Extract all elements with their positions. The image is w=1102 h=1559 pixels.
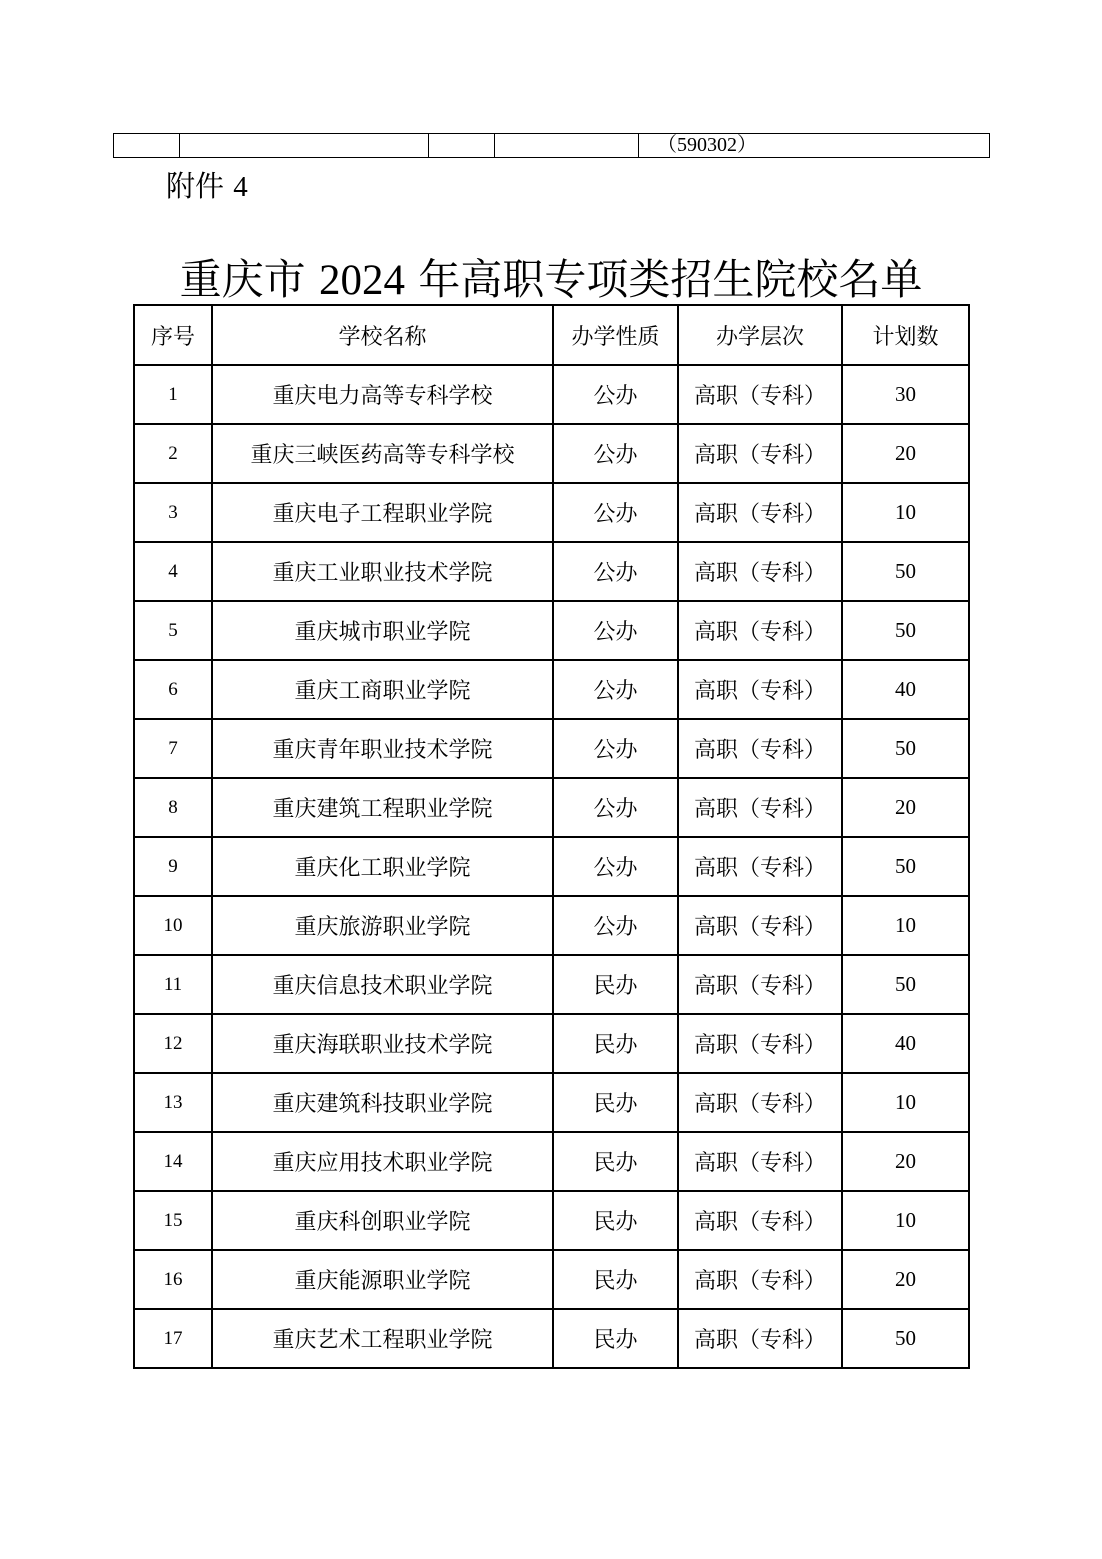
school-level-cell: 高职（专科） <box>678 424 842 483</box>
table-cell <box>429 134 495 158</box>
table-cell <box>180 134 429 158</box>
school-level-cell: 高职（专科） <box>678 601 842 660</box>
school-name-cell: 重庆工商职业学院 <box>212 660 553 719</box>
table-row <box>134 601 969 660</box>
serial-number-cell: 4 <box>134 542 212 601</box>
school-type-cell: 公办 <box>553 660 678 719</box>
attachment-prefix: 附件 <box>166 169 225 203</box>
table-row <box>134 1073 969 1132</box>
school-name-cell: 重庆应用技术职业学院 <box>212 1132 553 1191</box>
school-level-cell: 高职（专科） <box>678 837 842 896</box>
serial-number-cell: 12 <box>134 1014 212 1073</box>
serial-number-cell: 6 <box>134 660 212 719</box>
school-level-cell: 高职（专科） <box>678 1191 842 1250</box>
school-type-cell: 公办 <box>553 778 678 837</box>
serial-number-cell: 17 <box>134 1309 212 1368</box>
plan-count-cell: 10 <box>842 483 969 542</box>
school-level-cell: 高职（专科） <box>678 719 842 778</box>
serial-number-cell: 15 <box>134 1191 212 1250</box>
serial-number-cell: 3 <box>134 483 212 542</box>
title-part2: 年高职专项类招生院校名单 <box>418 255 923 304</box>
school-name-cell: 重庆建筑科技职业学院 <box>212 1073 553 1132</box>
school-name-cell: 重庆工业职业技术学院 <box>212 542 553 601</box>
school-level-cell: 高职（专科） <box>678 365 842 424</box>
title-year: 2024 <box>319 257 405 304</box>
school-name-cell: 重庆信息技术职业学院 <box>212 955 553 1014</box>
header-school-type: 办学性质 <box>553 305 678 365</box>
attachment-number: 4 <box>233 171 248 203</box>
major-code-cell: （590302） <box>639 134 990 158</box>
table-cell <box>495 134 639 158</box>
plan-count-cell: 40 <box>842 1014 969 1073</box>
table-row <box>134 955 969 1014</box>
table-cell <box>114 134 180 158</box>
serial-number-cell: 7 <box>134 719 212 778</box>
table-row <box>114 134 990 158</box>
plan-count-cell: 20 <box>842 778 969 837</box>
school-name-cell: 重庆电子工程职业学院 <box>212 483 553 542</box>
attachment-label <box>166 166 248 207</box>
plan-count-cell: 50 <box>842 719 969 778</box>
table-row <box>134 1132 969 1191</box>
school-type-cell: 民办 <box>553 1191 678 1250</box>
school-name-cell: 重庆建筑工程职业学院 <box>212 778 553 837</box>
school-type-cell: 民办 <box>553 1309 678 1368</box>
school-level-cell: 高职（专科） <box>678 1309 842 1368</box>
school-name-cell: 重庆能源职业学院 <box>212 1250 553 1309</box>
school-type-cell: 民办 <box>553 955 678 1014</box>
schools-table <box>133 304 970 1369</box>
table-row <box>134 778 969 837</box>
school-type-cell: 公办 <box>553 424 678 483</box>
serial-number-cell: 2 <box>134 424 212 483</box>
school-name-cell: 重庆艺术工程职业学院 <box>212 1309 553 1368</box>
plan-count-cell: 10 <box>842 1073 969 1132</box>
table-row <box>134 365 969 424</box>
school-name-cell: 重庆三峡医药高等专科学校 <box>212 424 553 483</box>
serial-number-cell: 8 <box>134 778 212 837</box>
serial-number-cell: 16 <box>134 1250 212 1309</box>
plan-count-cell: 50 <box>842 1309 969 1368</box>
school-level-cell: 高职（专科） <box>678 1250 842 1309</box>
serial-number-cell: 11 <box>134 955 212 1014</box>
school-type-cell: 公办 <box>553 719 678 778</box>
table-row <box>134 542 969 601</box>
header-serial-number: 序号 <box>134 305 212 365</box>
serial-number-cell: 14 <box>134 1132 212 1191</box>
table-row <box>134 660 969 719</box>
school-type-cell: 公办 <box>553 365 678 424</box>
school-name-cell: 重庆城市职业学院 <box>212 601 553 660</box>
school-type-cell: 民办 <box>553 1250 678 1309</box>
school-level-cell: 高职（专科） <box>678 955 842 1014</box>
school-name-cell: 重庆电力高等专科学校 <box>212 365 553 424</box>
serial-number-cell: 1 <box>134 365 212 424</box>
header-school-name: 学校名称 <box>212 305 553 365</box>
plan-count-cell: 20 <box>842 1250 969 1309</box>
school-level-cell: 高职（专科） <box>678 1014 842 1073</box>
table-row <box>134 483 969 542</box>
school-level-cell: 高职（专科） <box>678 542 842 601</box>
plan-count-cell: 50 <box>842 601 969 660</box>
header-plan-count: 计划数 <box>842 305 969 365</box>
serial-number-cell: 13 <box>134 1073 212 1132</box>
school-type-cell: 民办 <box>553 1132 678 1191</box>
school-type-cell: 公办 <box>553 837 678 896</box>
table-row <box>134 1309 969 1368</box>
school-level-cell: 高职（专科） <box>678 896 842 955</box>
table-row <box>134 1250 969 1309</box>
school-level-cell: 高职（专科） <box>678 483 842 542</box>
school-type-cell: 公办 <box>553 483 678 542</box>
school-level-cell: 高职（专科） <box>678 1132 842 1191</box>
school-name-cell: 重庆旅游职业学院 <box>212 896 553 955</box>
plan-count-cell: 20 <box>842 424 969 483</box>
serial-number-cell: 5 <box>134 601 212 660</box>
table-row <box>134 896 969 955</box>
table-row <box>134 719 969 778</box>
school-type-cell: 公办 <box>553 896 678 955</box>
school-name-cell: 重庆青年职业技术学院 <box>212 719 553 778</box>
school-type-cell: 民办 <box>553 1014 678 1073</box>
title-part1: 重庆市 <box>179 255 306 304</box>
plan-count-cell: 50 <box>842 837 969 896</box>
school-level-cell: 高职（专科） <box>678 1073 842 1132</box>
table-row <box>134 424 969 483</box>
table-row <box>134 1191 969 1250</box>
school-type-cell: 公办 <box>553 542 678 601</box>
plan-count-cell: 10 <box>842 1191 969 1250</box>
header-school-level: 办学层次 <box>678 305 842 365</box>
plan-count-cell: 30 <box>842 365 969 424</box>
plan-count-cell: 50 <box>842 542 969 601</box>
previous-page-table-fragment <box>113 133 990 158</box>
plan-count-cell: 40 <box>842 660 969 719</box>
table-row <box>134 837 969 896</box>
plan-count-cell: 10 <box>842 896 969 955</box>
school-level-cell: 高职（专科） <box>678 778 842 837</box>
plan-count-cell: 20 <box>842 1132 969 1191</box>
school-type-cell: 公办 <box>553 601 678 660</box>
school-level-cell: 高职（专科） <box>678 660 842 719</box>
page-title <box>0 252 1102 309</box>
school-name-cell: 重庆海联职业技术学院 <box>212 1014 553 1073</box>
table-row <box>134 1014 969 1073</box>
serial-number-cell: 10 <box>134 896 212 955</box>
school-name-cell: 重庆化工职业学院 <box>212 837 553 896</box>
school-type-cell: 民办 <box>553 1073 678 1132</box>
plan-count-cell: 50 <box>842 955 969 1014</box>
school-name-cell: 重庆科创职业学院 <box>212 1191 553 1250</box>
serial-number-cell: 9 <box>134 837 212 896</box>
table-header-row <box>134 305 969 365</box>
